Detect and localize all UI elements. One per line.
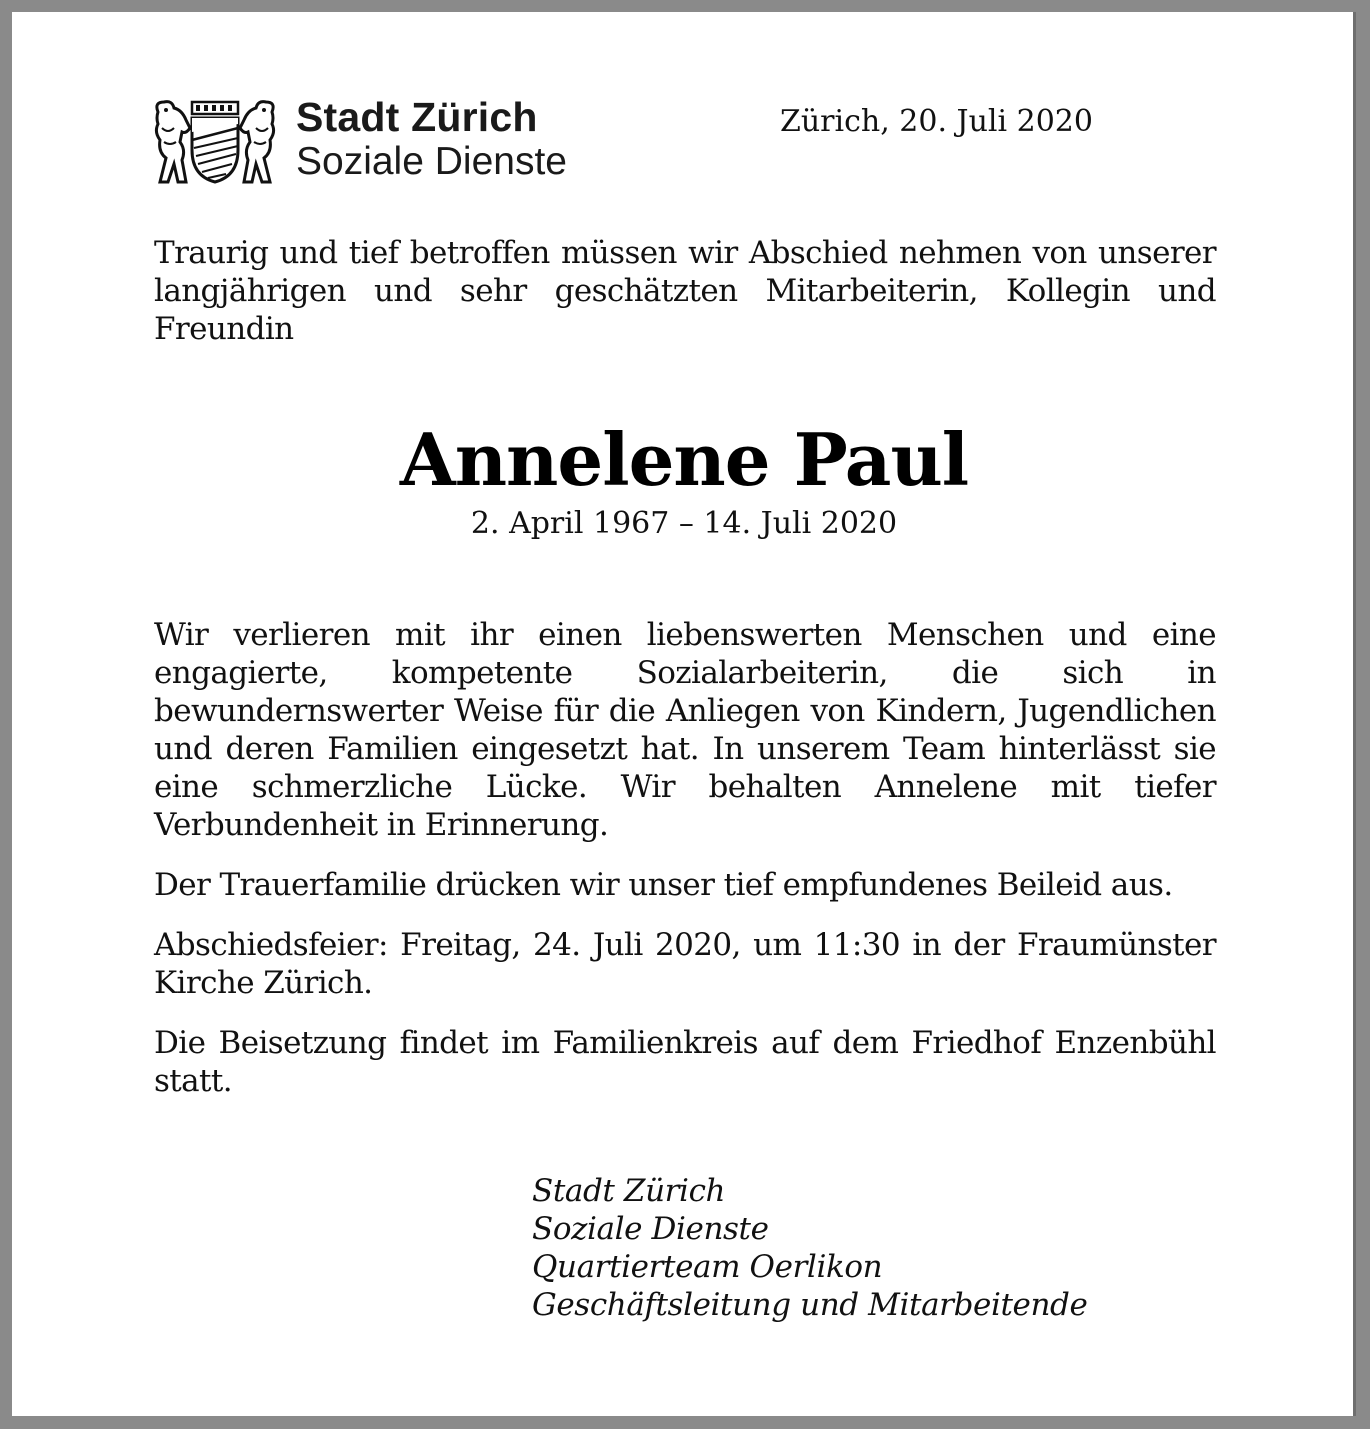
notice-date: Zürich, 20. Juli 2020 xyxy=(780,104,1093,139)
organization-logo-text xyxy=(296,94,567,184)
ceremony-paragraph: Abschiedsfeier: Freitag, 24. Juli 2020, um 11:30 in der Fraumünster Kirche Zürich. xyxy=(154,927,1216,1001)
zurich-coat-of-arms-icon xyxy=(152,98,278,186)
intro-text: Traurig und tief betroffen müssen wir Abschied nehmen von unserer langjährigen und sehr geschätzten Mitarbeiterin, Kollegin und Freundin xyxy=(154,235,1216,347)
obituary-body xyxy=(154,616,1216,1122)
tribute-paragraph: Wir verlieren mit ihr einen liebenswerten Menschen und eine engagierte, kompetente Sozialarbeiterin, die sich in bewundernswerter Weise für die Anliegen von Kindern, Jugendlichen und deren Familien eingesetzt hat. In unserem Team hinterlässt sie eine schmerzliche Lücke. Wir behalten Annelene mit tiefer Verbundenheit in Erinnerung. xyxy=(154,617,1216,843)
condolence-paragraph: Der Trauerfamilie drücken wir unser tief empfundenes Beileid aus. xyxy=(154,867,1173,903)
deceased-name: Annelene Paul xyxy=(399,417,969,502)
signature-line: Soziale Dienste xyxy=(532,1211,769,1247)
burial-paragraph: Die Beisetzung findet im Familienkreis auf dem Friedhof Enzenbühl statt. xyxy=(154,1025,1216,1099)
obituary-page xyxy=(12,12,1356,1416)
logo-subtitle: Soziale Dienste xyxy=(296,140,567,183)
signature-line: Geschäftsleitung und Mitarbeitende xyxy=(532,1287,1088,1323)
logo-title: Stadt Zürich xyxy=(296,94,538,140)
signature-line: Quartierteam Oerlikon xyxy=(532,1249,883,1285)
life-dates: 2. April 1967 – 14. Juli 2020 xyxy=(470,506,898,541)
signature-line: Stadt Zürich xyxy=(532,1173,726,1209)
signature-block xyxy=(532,1172,1087,1324)
